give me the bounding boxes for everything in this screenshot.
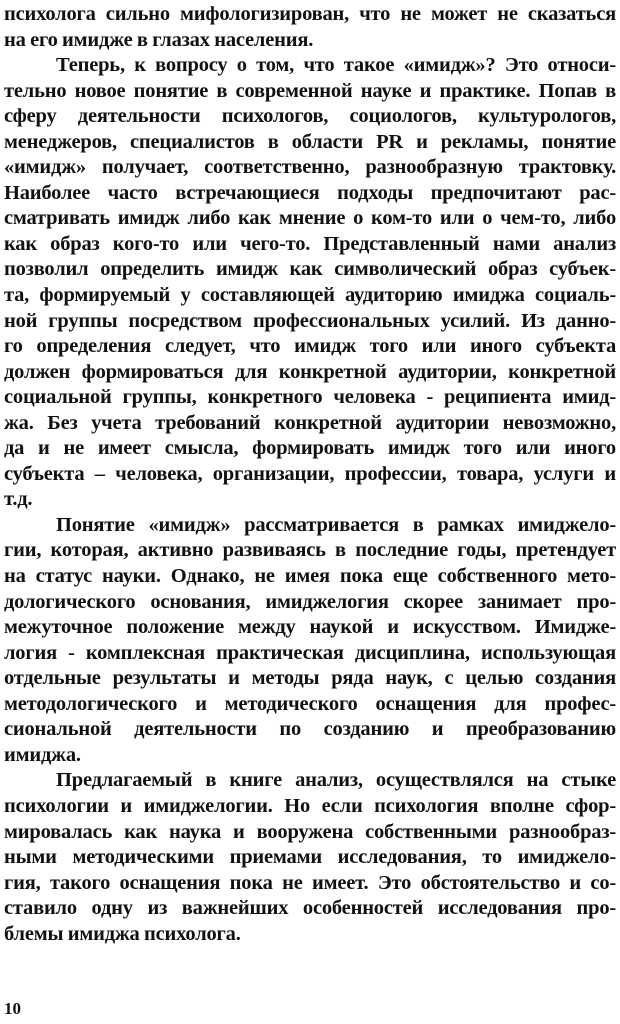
text-line: мировалась как наука и вооружена собственными разнообраз-	[4, 820, 616, 843]
text-line: на его имидже в глазах населения.	[4, 28, 314, 51]
text-line: ными методическими приемами исследования, то имиджело-	[4, 846, 616, 869]
text-line: отдельные результаты и методы ряда наук, с целью создания	[4, 667, 616, 690]
text-line: социальной группы, конкретного человека - реципиента имид-	[4, 386, 616, 409]
text-line: тельно новое понятие в современной науке и практике. Попав в	[4, 79, 616, 102]
text-line: Понятие «имидж» рассматривается в рамках имиджело-	[56, 513, 616, 536]
text-line: Предлагаемый в книге анализ, осуществлялся на стыке	[56, 769, 616, 792]
text-line: должен формироваться для конкретной аудитории, конкретной	[4, 360, 616, 383]
text-line: Теперь, к вопросу о том, что такое «имидж»? Это относи-	[56, 54, 616, 77]
text-line: ставило одну из важнейших особенностей исследования про-	[4, 897, 616, 920]
text-line: ной группы посредством профессиональных усилий. Из данно-	[4, 309, 616, 332]
text-line: сматривать имидж либо как мнение о ком-то или о чем-то, либо	[4, 207, 616, 230]
text-line: блемы имиджа психолога.	[4, 922, 241, 945]
text-line: субъекта – человека, организации, профессии, товара, услуги и	[4, 462, 616, 485]
text-line: Наиболее часто встречающиеся подходы предпочитают рас-	[4, 181, 616, 204]
text-line: да и не имеет смысла, формировать имидж того или иного	[4, 437, 616, 460]
text-line: жа. Без учета требований конкретной аудитории невозможно,	[4, 411, 616, 434]
text-line: межуточное положение между наукой и искусством. Имидже-	[4, 616, 616, 639]
text-line: имиджа.	[4, 743, 81, 766]
text-line: психолога сильно мифологизирован, что не может не сказаться	[4, 3, 616, 25]
text-line: логия - комплексная практическая дисциплина, использующая	[4, 641, 616, 664]
text-line: методологического и методического оснащения для профес-	[4, 692, 616, 715]
text-line: та, формируемый у составляющей аудиторию имиджа социаль-	[4, 284, 616, 307]
text-line: на статус науки. Однако, не имея пока еще собственного мето-	[4, 565, 616, 588]
text-line: менеджеров, специалистов в области PR и рекламы, понятие	[4, 130, 616, 153]
text-line: сферу деятельности психологов, социологов, культурологов,	[4, 105, 616, 128]
body-text	[4, 2, 616, 947]
text-line: гии, которая, активно развиваясь в последние годы, претендует	[4, 539, 616, 562]
text-line: «имидж» получает, соответственно, разнообразную трактовку.	[4, 156, 616, 179]
text-line: сиональной деятельности по созданию и преобразованию	[4, 718, 616, 741]
text-line: дологического основания, имиджелогия скорее занимает про-	[4, 590, 616, 613]
text-line: психологии и имиджелогии. Но если психология вполне сфор-	[4, 794, 616, 817]
text-line: го определения следует, что имидж того или иного субъекта	[4, 335, 616, 358]
page-number: 10	[4, 999, 21, 1018]
text-line: как образ кого-то или чего-то. Представленный нами анализ	[4, 232, 616, 255]
text-line: гия, такого оснащения пока не имеет. Это обстоятельство и со-	[4, 871, 616, 894]
text-line: позволил определить имидж как символический образ субъек-	[4, 258, 616, 281]
text-line: т.д.	[4, 488, 33, 511]
